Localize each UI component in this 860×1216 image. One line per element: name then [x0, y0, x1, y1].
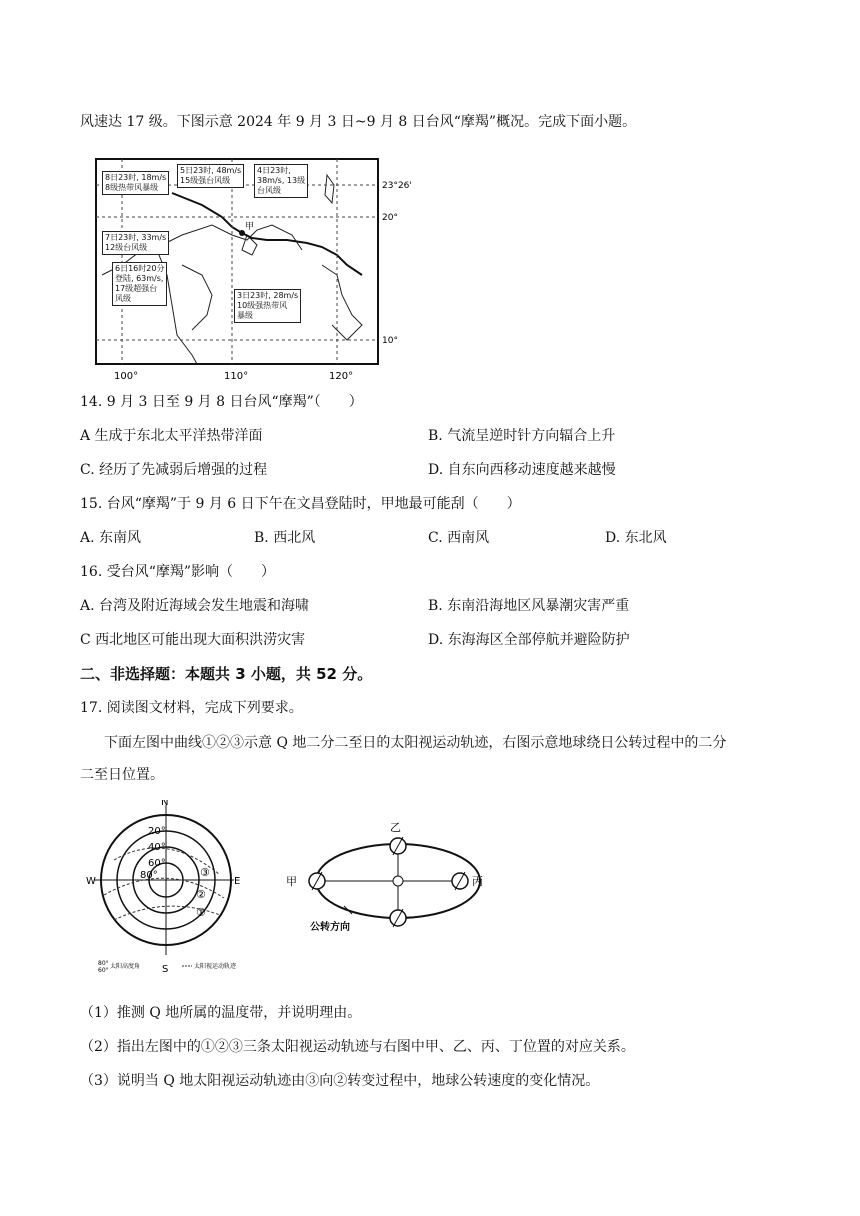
orbit-direction-label: 公转方向: [310, 922, 350, 933]
q15-option-c[interactable]: C. 西南风: [428, 530, 490, 546]
q16-option-d[interactable]: D. 东海海区全部停航并避险防护: [428, 632, 630, 648]
legend-tick: 60°: [98, 967, 109, 974]
q17-material-line1: 下面左图中曲线①②③示意 Q 地二分二至日的太阳视运动轨迹，右图示意地球绕日公转过程中的二分: [104, 735, 727, 751]
q15-option-a[interactable]: A. 东南风: [80, 530, 142, 546]
dir-s: S: [162, 964, 169, 975]
track-label-7th: 7日23时, 33m/s 12级台风级: [102, 231, 169, 255]
curve-label-2: ②: [196, 888, 206, 901]
q15-option-d[interactable]: D. 东北风: [605, 530, 667, 546]
lat-label: 20°: [382, 213, 398, 223]
dir-e: E: [234, 876, 241, 887]
q15-option-b[interactable]: B. 西北风: [254, 530, 316, 546]
position-jia: 甲: [286, 875, 297, 888]
track-label-4th: 4日23时, 38m/s, 13级 台风级: [254, 164, 308, 198]
orbit-svg: [284, 818, 494, 938]
q15-stem: 15. 台风“摩羯”于 9 月 6 日下午在文昌登陆时，甲地最可能刮（ ）: [80, 496, 521, 512]
lon-label: 110°: [224, 371, 249, 382]
track-label-3rd: 3日23时, 28m/s 10级强热带风 暴级: [234, 289, 301, 323]
position-yi: 乙: [390, 821, 401, 834]
sun-path-figure: [84, 800, 254, 980]
orbit-figure: [284, 818, 494, 938]
lat-label: 10°: [382, 336, 398, 346]
q16-option-c[interactable]: C 西北地区可能出现大面积洪涝灾害: [80, 632, 306, 648]
track-label-6th: 6日16时20分 登陆, 63m/s, 17级超强台 风级: [112, 262, 167, 306]
angle-label: 40°: [148, 842, 166, 853]
angle-label: 60°: [148, 858, 166, 869]
legend-tick: 80°: [98, 960, 109, 967]
curve-label-1: ①: [196, 906, 206, 919]
curve-label-3: ③: [200, 866, 210, 879]
dir-w: W: [86, 876, 96, 887]
q14-option-a[interactable]: A 生成于东北太平洋热带洋面: [80, 428, 263, 444]
q17-sub3: （3）说明当 Q 地太阳视运动轨迹由③向②转变过程中，地球公转速度的变化情况。: [80, 1073, 600, 1089]
angle-label: 20°: [148, 826, 166, 837]
lon-label: 100°: [114, 371, 139, 382]
q14-option-c[interactable]: C. 经历了先减弱后增强的过程: [80, 462, 268, 478]
typhoon-map: [82, 155, 412, 385]
intro-text: 风速达 17 级。下图示意 2024 年 9 月 3 日~9 月 8 日台风“摩羯”概况。完成下面小题。: [80, 114, 637, 130]
sun-path-svg: [84, 800, 254, 980]
q16-stem: 16. 受台风“摩羯”影响（ ）: [80, 564, 276, 580]
q17-material-line2: 二至日位置。: [80, 767, 164, 783]
q16-option-a[interactable]: A. 台湾及附近海域会发生地震和海啸: [80, 598, 310, 614]
q14-stem: 14. 9 月 3 日至 9 月 8 日台风“摩羯”（ ）: [80, 394, 363, 410]
track-label-5th: 5日23时, 48m/s 15级强台风级: [177, 164, 244, 188]
q17-sub1: （1）推测 Q 地所属的温度带，并说明理由。: [80, 1005, 362, 1021]
q16-option-b[interactable]: B. 东南沿海地区风暴潮灾害严重: [428, 598, 630, 614]
dir-n: N: [161, 800, 169, 808]
q17-sub2: （2）指出左图中的①②③三条太阳视运动轨迹与右图中甲、乙、丙、丁位置的对应关系。: [80, 1039, 635, 1055]
lon-label: 120°: [329, 371, 354, 382]
position-bing: 丙: [472, 875, 483, 888]
q17-stem: 17. 阅读图文材料，完成下列要求。: [80, 700, 303, 716]
q14-option-b[interactable]: B. 气流呈逆时针方向辐合上升: [428, 428, 616, 444]
place-label-jia: 甲: [245, 222, 255, 232]
angle-label: 80°: [140, 870, 158, 881]
section-heading: 二、非选择题：本题共 3 小题，共 52 分。: [80, 665, 373, 683]
legend-altitude: 太阳高度角: [110, 963, 141, 970]
legend-path: 太阳视运动轨迹: [194, 963, 237, 970]
lat-label: 23°26': [382, 181, 412, 191]
track-label-8th: 8日23时, 18m/s 8级热带风暴级: [102, 171, 169, 195]
q14-option-d[interactable]: D. 自东向西移动速度越来越慢: [428, 462, 616, 478]
